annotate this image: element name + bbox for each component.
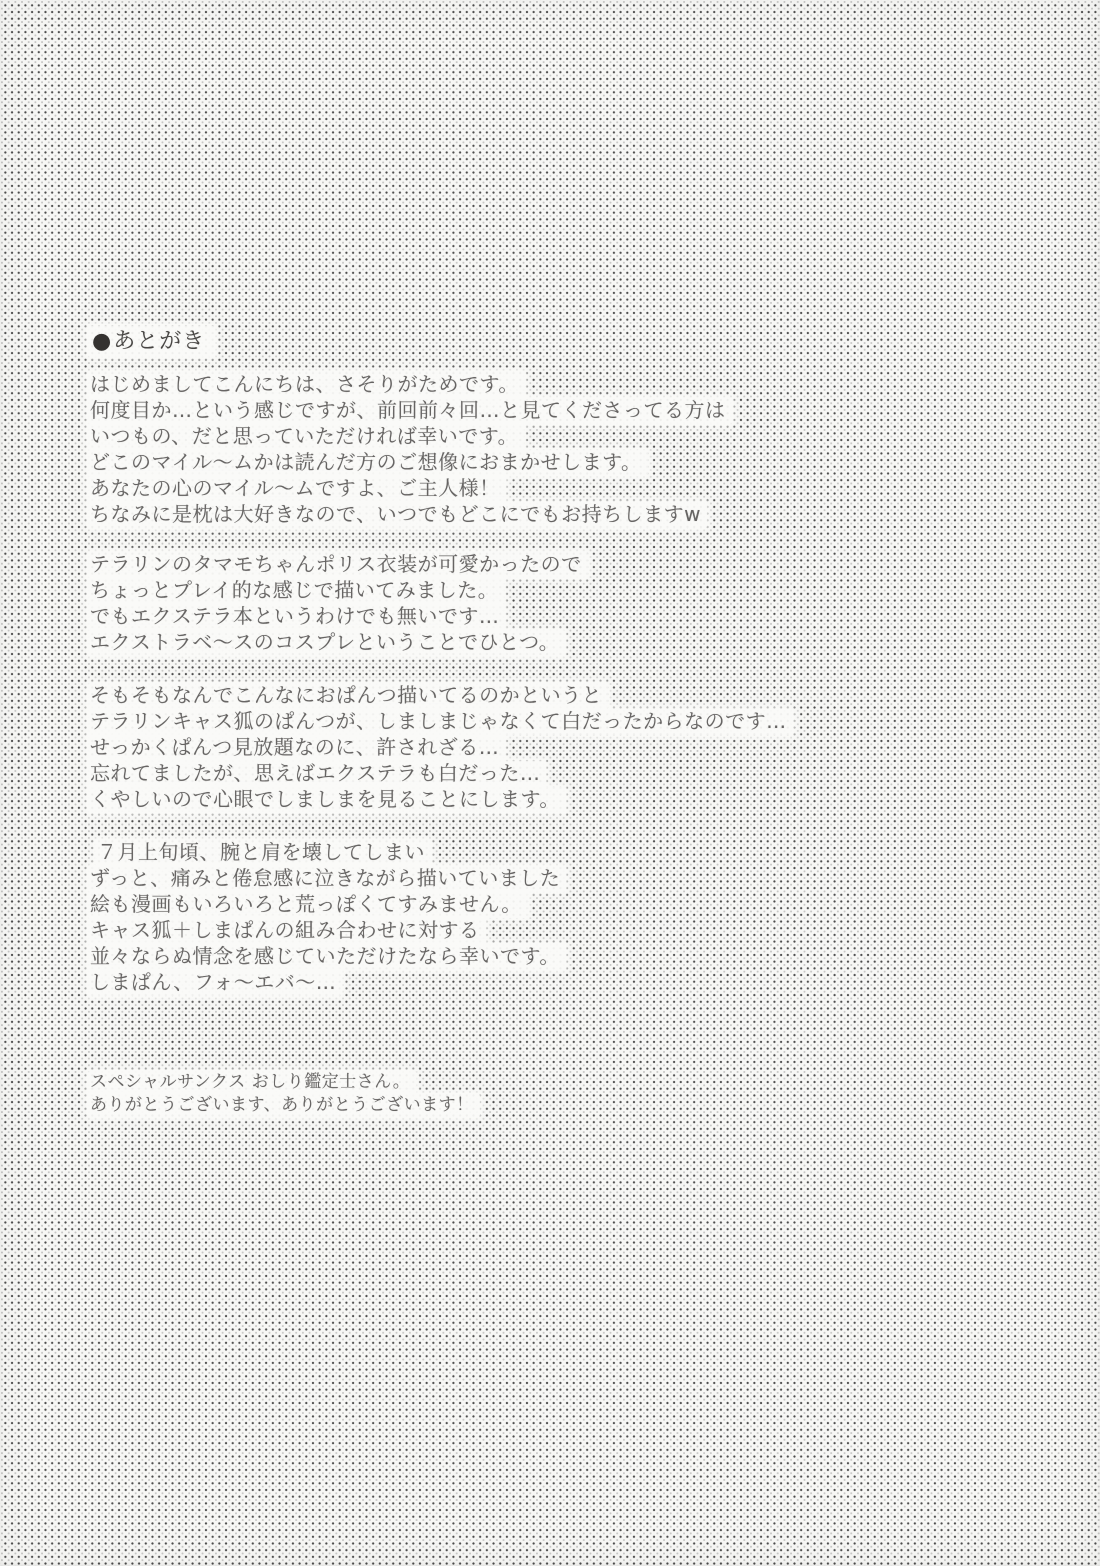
afterword-line xyxy=(88,866,566,892)
afterword-line xyxy=(88,709,793,735)
bullet-icon: ● xyxy=(92,329,113,354)
afterword-line xyxy=(88,970,566,996)
afterword-line xyxy=(88,683,793,709)
afterword-line-text: あなたの心のマイル～ムですよ、ご主人様！ xyxy=(88,476,506,502)
afterword-line-text: どこのマイル～ムかは読んだ方のご想像におまかせします。 xyxy=(88,450,648,476)
afterword-heading xyxy=(88,326,215,357)
afterword-paragraph xyxy=(88,840,566,996)
afterword-line-text: ７月上旬頃、腕と肩を壊してしまい xyxy=(95,840,431,866)
afterword-line-text: せっかくぱんつ見放題なのに、許されざる… xyxy=(88,735,505,761)
afterword-line xyxy=(88,552,588,578)
afterword-paragraph xyxy=(88,372,732,528)
afterword-line-text: テラリンのタマモちゃんポリス衣装が可愛かったので xyxy=(88,552,588,578)
afterword-line-text: くやしいので心眼でしましまを見ることにします。 xyxy=(88,787,566,813)
afterword-line xyxy=(88,892,566,918)
afterword-line xyxy=(95,840,566,866)
afterword-line-text: 並々ならぬ情念を感じていただけたなら幸いです。 xyxy=(88,944,566,970)
afterword-line-text: いつもの、だと思っていただければ幸いです。 xyxy=(88,424,524,450)
afterword-line xyxy=(88,918,566,944)
afterword-paragraph xyxy=(88,552,588,656)
afterword-line-text: エクストラベ～スのコスプレということでひとつ。 xyxy=(88,630,565,656)
afterword-line-text: ずっと、痛みと倦怠感に泣きながら描いていました xyxy=(88,866,566,892)
special-thanks-text: ありがとうございます、ありがとうございます！ xyxy=(88,1094,480,1117)
afterword-heading-text xyxy=(88,326,215,357)
afterword-line xyxy=(88,761,793,787)
afterword-paragraph xyxy=(88,683,793,813)
afterword-line-text: 忘れてましたが、思えばエクステラも白だった… xyxy=(88,761,546,787)
afterword-line xyxy=(88,398,732,424)
afterword-line xyxy=(88,578,588,604)
afterword-line xyxy=(88,944,566,970)
special-thanks xyxy=(88,1071,480,1117)
afterword-line-text: しまぱん、フォ～エバ～… xyxy=(88,970,342,996)
afterword-line xyxy=(88,604,588,630)
afterword-line-text: キャス狐＋しまぱんの組み合わせに対する xyxy=(88,918,486,944)
special-thanks-line xyxy=(88,1094,480,1117)
afterword-line-text: そもそもなんでこんなにおぱんつ描いてるのかというと xyxy=(88,683,608,709)
afterword-line xyxy=(88,476,732,502)
afterword-line-text: テラリンキャス狐のぱんつが、しましまじゃなくて白だったからなのです… xyxy=(88,709,793,735)
afterword-line xyxy=(88,372,732,398)
afterword-line xyxy=(88,735,793,761)
afterword-line-text: 何度目か…という感じですが、前回前々回…と見てくださってる方は xyxy=(88,398,732,424)
special-thanks-text: スペシャルサンクス おしり鑑定士さん。 xyxy=(88,1071,416,1094)
afterword-line-text: はじめましてこんにちは、さそりがためです。 xyxy=(88,372,525,398)
afterword-line-text: ちなみに是枕は大好きなので、いつでもどこにでもお持ちしますw xyxy=(88,502,707,528)
afterword-line xyxy=(88,630,588,656)
afterword-line-text: ちょっとプレイ的な感じで描いてみました。 xyxy=(88,578,504,604)
special-thanks-line xyxy=(88,1071,480,1094)
afterword-line xyxy=(88,424,732,450)
afterword-line-text: でもエクステラ本というわけでも無いです… xyxy=(88,604,505,630)
afterword-line xyxy=(88,502,732,528)
afterword-line-text: 絵も漫画もいろいろと荒っぽくてすみません。 xyxy=(88,892,528,918)
section-title: あとがき xyxy=(113,329,206,354)
afterword-line xyxy=(88,450,732,476)
afterword-line xyxy=(88,787,793,813)
